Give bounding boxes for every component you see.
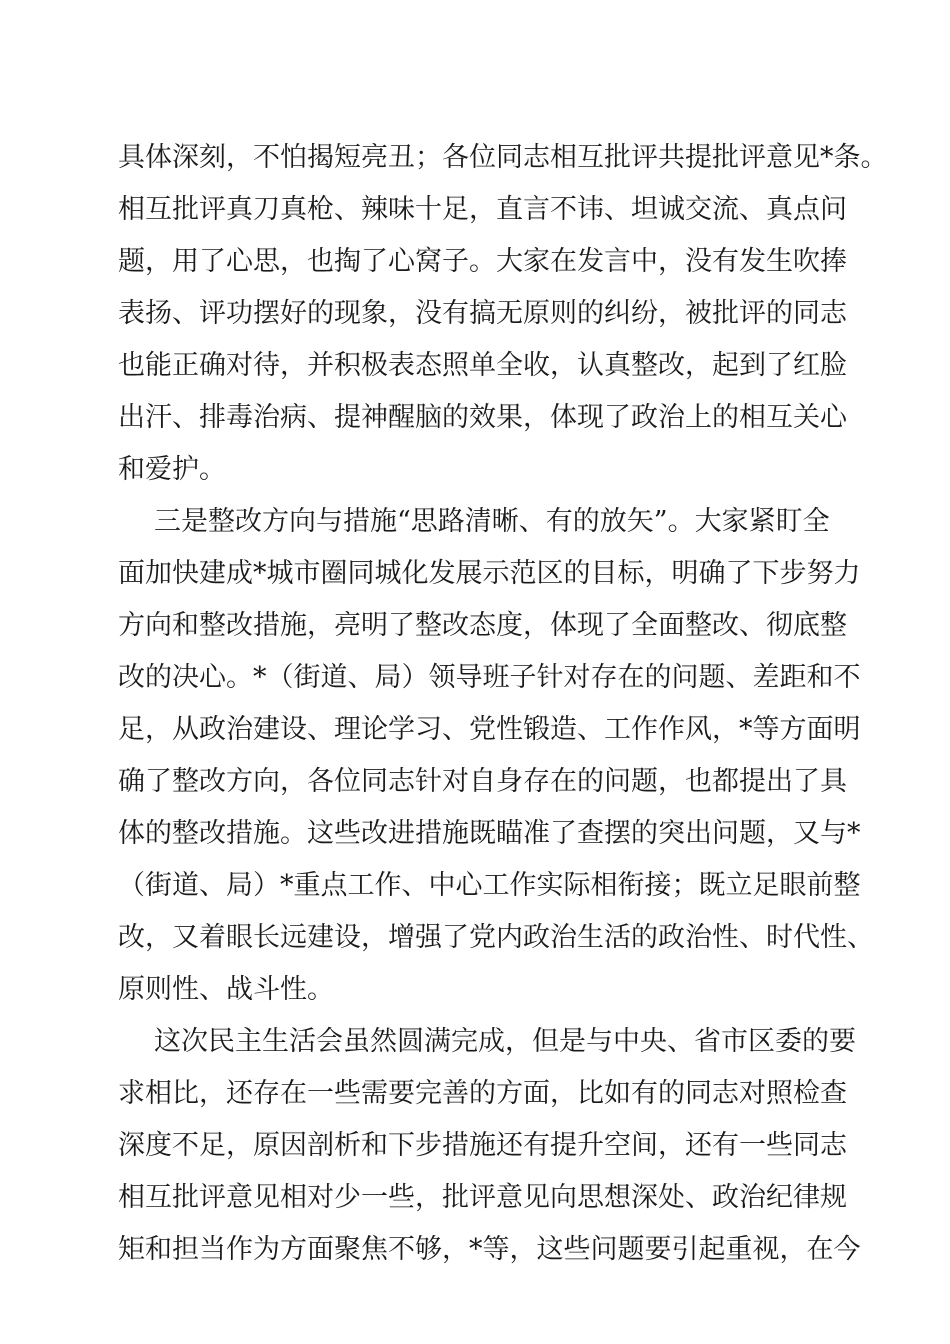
paragraph-2-line-3: 方向和整改措施，亮明了整改态度，体现了全面整改、彻底整 [118, 610, 847, 641]
paragraph-2-line-4: 改的决心。*（街道、局）领导班子针对存在的问题、差距和不 [118, 662, 861, 693]
paragraph-2-line-9: 改，又着眼长远建设，增强了党内政治生活的政治性、时代性、 [118, 922, 874, 953]
paragraph-2-line-10: 原则性、战斗性。 [118, 974, 334, 1005]
paragraph-3-line-1: 这次民主生活会虽然圆满完成，但是与中央、省市区委的要 [154, 1026, 856, 1057]
paragraph-3-line-2: 求相比，还存在一些需要完善的方面，比如有的同志对照检查 [118, 1078, 847, 1109]
paragraph-2-line-2: 面加快建成*城市圈同城化发展示范区的目标，明确了下步努力 [118, 558, 861, 589]
paragraph-2-line-8: （街道、局）*重点工作、中心工作实际相衔接；既立足眼前整 [118, 870, 861, 901]
paragraph-3-line-5: 矩和担当作为方面聚焦不够，*等，这些问题要引起重视，在今 [118, 1234, 861, 1265]
paragraph-2-line-5: 足，从政治建设、理论学习、党性锻造、工作作风，*等方面明 [118, 714, 861, 745]
paragraph-1-line-3: 题，用了心思，也掏了心窝子。大家在发言中，没有发生吹捧 [118, 246, 847, 277]
paragraph-2-line-1: 三是整改方向与措施“思路清晰、有的放矢”。大家紧盯全 [154, 506, 830, 537]
paragraph-2-line-6: 确了整改方向，各位同志针对自身存在的问题，也都提出了具 [118, 766, 847, 797]
paragraph-1-line-7: 和爱护。 [118, 454, 226, 485]
paragraph-1-line-2: 相互批评真刀真枪、辣味十足，直言不讳、坦诚交流、真点问 [118, 194, 847, 225]
paragraph-1-line-5: 也能正确对待，并积极表态照单全收，认真整改，起到了红脸 [118, 350, 847, 381]
paragraph-1-line-4: 表扬、评功摆好的现象，没有搞无原则的纠纷，被批评的同志 [118, 298, 847, 329]
paragraph-3-line-4: 相互批评意见相对少一些，批评意见向思想深处、政治纪律规 [118, 1182, 847, 1213]
paragraph-1-line-6: 出汗、排毒治病、提神醒脑的效果，体现了政治上的相互关心 [118, 402, 847, 433]
paragraph-2-line-7: 体的整改措施。这些改进措施既瞄准了查摆的突出问题，又与* [118, 818, 861, 849]
paragraph-3-line-3: 深度不足，原因剖析和下步措施还有提升空间，还有一些同志 [118, 1130, 847, 1161]
paragraph-1-line-1: 具体深刻，不怕揭短亮丑；各位同志相互批评共提批评意见*条。 [118, 142, 888, 173]
